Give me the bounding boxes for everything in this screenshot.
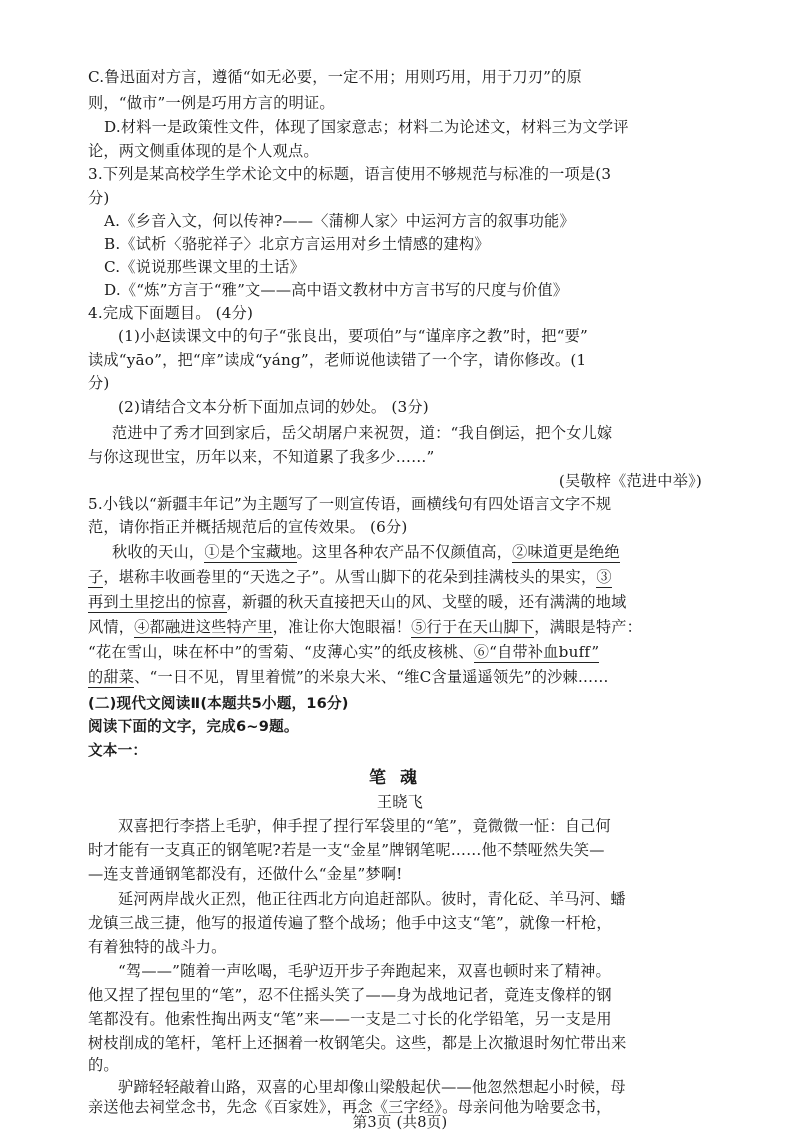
story-line: “驾——”随着一声吆喝，毛驴迈开步子奔跑起来，双喜也顿时来了精神。 [118,962,611,980]
passage-text: “花在雪山，味在杯中”的雪菊、“皮薄心实”的纸皮核桃、 [88,643,474,661]
passage-text: ，准让你大饱眼福！ [272,618,412,636]
underlined-sentence: ⑤行于在天山脚下 [411,618,535,636]
underlined-sentence: ⑥“自带补血buff” [473,643,600,661]
story-author: 王晓飞 [376,793,424,811]
question-5: 5.小钱以“新疆丰年记”为主题写了一则宣传语，画横线句有四处语言文字不规 [88,495,612,513]
story-line: 双喜把行李搭上毛驴，伸手捏了捏行军袋里的“笔”，竟微微一怔：自己何 [118,817,611,835]
section-instruction: 阅读下面的文字，完成6~9题。 [88,718,299,735]
underlined-sentence: ①是个宝藏地 [204,543,297,561]
quote-line: 范进中了秀才回到家后，岳父胡屠户来祝贺，道：“我自倒运，把个女儿嫁 [112,424,613,442]
story-line: 笔都没有。他索性掏出两支“笔”来——一支是二寸长的化学铅笔，另一支是用 [88,1010,612,1028]
story-line: 亲送他去祠堂念书，先念《百家姓》，再念《三字经》。母亲问他为啥要念书， [88,1098,612,1116]
underlined-sentence: 再到土里挖出的惊喜 [88,593,227,611]
passage-line [88,566,612,588]
story-line: 延河两岸战火正烈，他正往西北方向追赶部队。彼时，青化砭、羊马河、蟠 [118,890,626,908]
text-line: (2)请结合文本分析下面加点词的妙处。 (3分) [118,398,429,416]
quote-source: (吴敬梓《范进中举》) [558,472,702,490]
quote-line: 与你这现世宝，历年以来，不知道累了我多少……” [88,448,435,466]
passage-line [88,616,642,638]
story-line: 龙镇三战三捷，他写的报道传遍了整个战场；他手中这支“笔”，就像一杆枪， [88,914,612,932]
passage-line [88,641,599,663]
passage-text: 秋收的天山， [112,543,205,561]
option-b: B.《试析〈骆驼祥子〉北京方言运用对乡土情感的建构》 [104,235,490,253]
passage-text: ，新疆的秋天直接把天山的风、戈壁的暖，还有满满的地域 [226,593,627,611]
option-d: D.《“炼”方言于“雅”文——高中语文教材中方言书写的尺度与价值》 [104,281,569,299]
passage-text: 、“一日不见，胃里着慌”的米泉大米、“维C含量遥遥领先”的沙棘…… [134,668,609,686]
text-line: 论，两文侧重体现的是个人观点。 [88,142,319,160]
text-line: C.鲁迅面对方言，遵循“如无必要，一定不用；用则巧用，用于刀刃”的原 [88,68,582,86]
passage-text: 。这里各种农产品不仅颜值高， [296,543,513,561]
text-line: 分) [88,374,110,392]
underlined-sentence: ③ [596,568,612,586]
story-line: —连支普通钢笔都没有，还做什么“金星”梦啊! [88,865,403,883]
question-3: 3.下列是某高校学生学术论文中的标题，语言使用不够规范与标准的一项是(3 [88,165,612,183]
underlined-sentence: 子 [88,568,104,586]
text-line: 读成“yāo”，把“庠”读成“yáng”，老师说他读错了一个字，请你修改。(1 [88,351,587,369]
text-label: 文本一： [88,742,148,759]
story-line: 他又捏了捏包里的“笔”，忍不住摇头笑了——身为战地记者，竟连支像样的钢 [88,986,612,1004]
story-line: 驴蹄轻轻敲着山路，双喜的心里却像山梁般起伏——他忽然想起小时候，母 [118,1078,626,1096]
question-4: 4.完成下面题目。 (4分) [88,304,254,322]
story-line: 的。 [88,1056,119,1074]
story-line: 有着独特的战斗力。 [88,938,227,956]
text-line: (1)小赵读课文中的句子“张良出，要项伯”与“谨庠序之教”时，把“要” [118,327,588,345]
passage-line [88,666,609,688]
story-line: 时才能有一支真正的钢笔呢?若是一支“金星”牌钢笔呢……他不禁哑然失笑— [88,841,605,859]
option-a: A.《乡音入文，何以传神?——〈蒲柳人家〉中运河方言的叙事功能》 [104,212,575,230]
text-line: 分) [88,189,110,207]
story-line: 树枝削成的笔杆，笔杆上还捆着一枚钢笔尖。这些，都是上次撤退时匆忙带出来 [88,1034,627,1052]
underlined-sentence: ④都融进这些特产里 [134,618,273,636]
passage-text: ，满眼是特产： [534,618,642,636]
story-title: 笔魂 [369,768,431,788]
page-number: 第3页 (共8页) [352,1114,448,1131]
option-c: C.《说说那些课文里的土话》 [104,258,305,276]
text-line: 范，请你指正并概括规范后的宣传效果。 (6分) [88,518,408,536]
text-line: D.材料一是政策性文件，体现了国家意志；材料二为论述文，材料三为文学评 [104,118,629,136]
passage-text: ，堪称丰收画卷里的“天选之子”。从雪山脚下的花朵到挂满枝头的果实， [103,568,597,586]
underlined-sentence: 的甜菜 [88,668,135,686]
underlined-sentence: ②味道更是绝绝 [512,543,620,561]
text-line: 则，“做市”一例是巧用方言的明证。 [88,94,335,112]
passage-text: 风情， [88,618,135,636]
passage-line [88,591,627,613]
section-heading: (二)现代文阅读Ⅱ(本题共5小题，16分) [88,695,349,712]
passage-line [112,541,620,563]
